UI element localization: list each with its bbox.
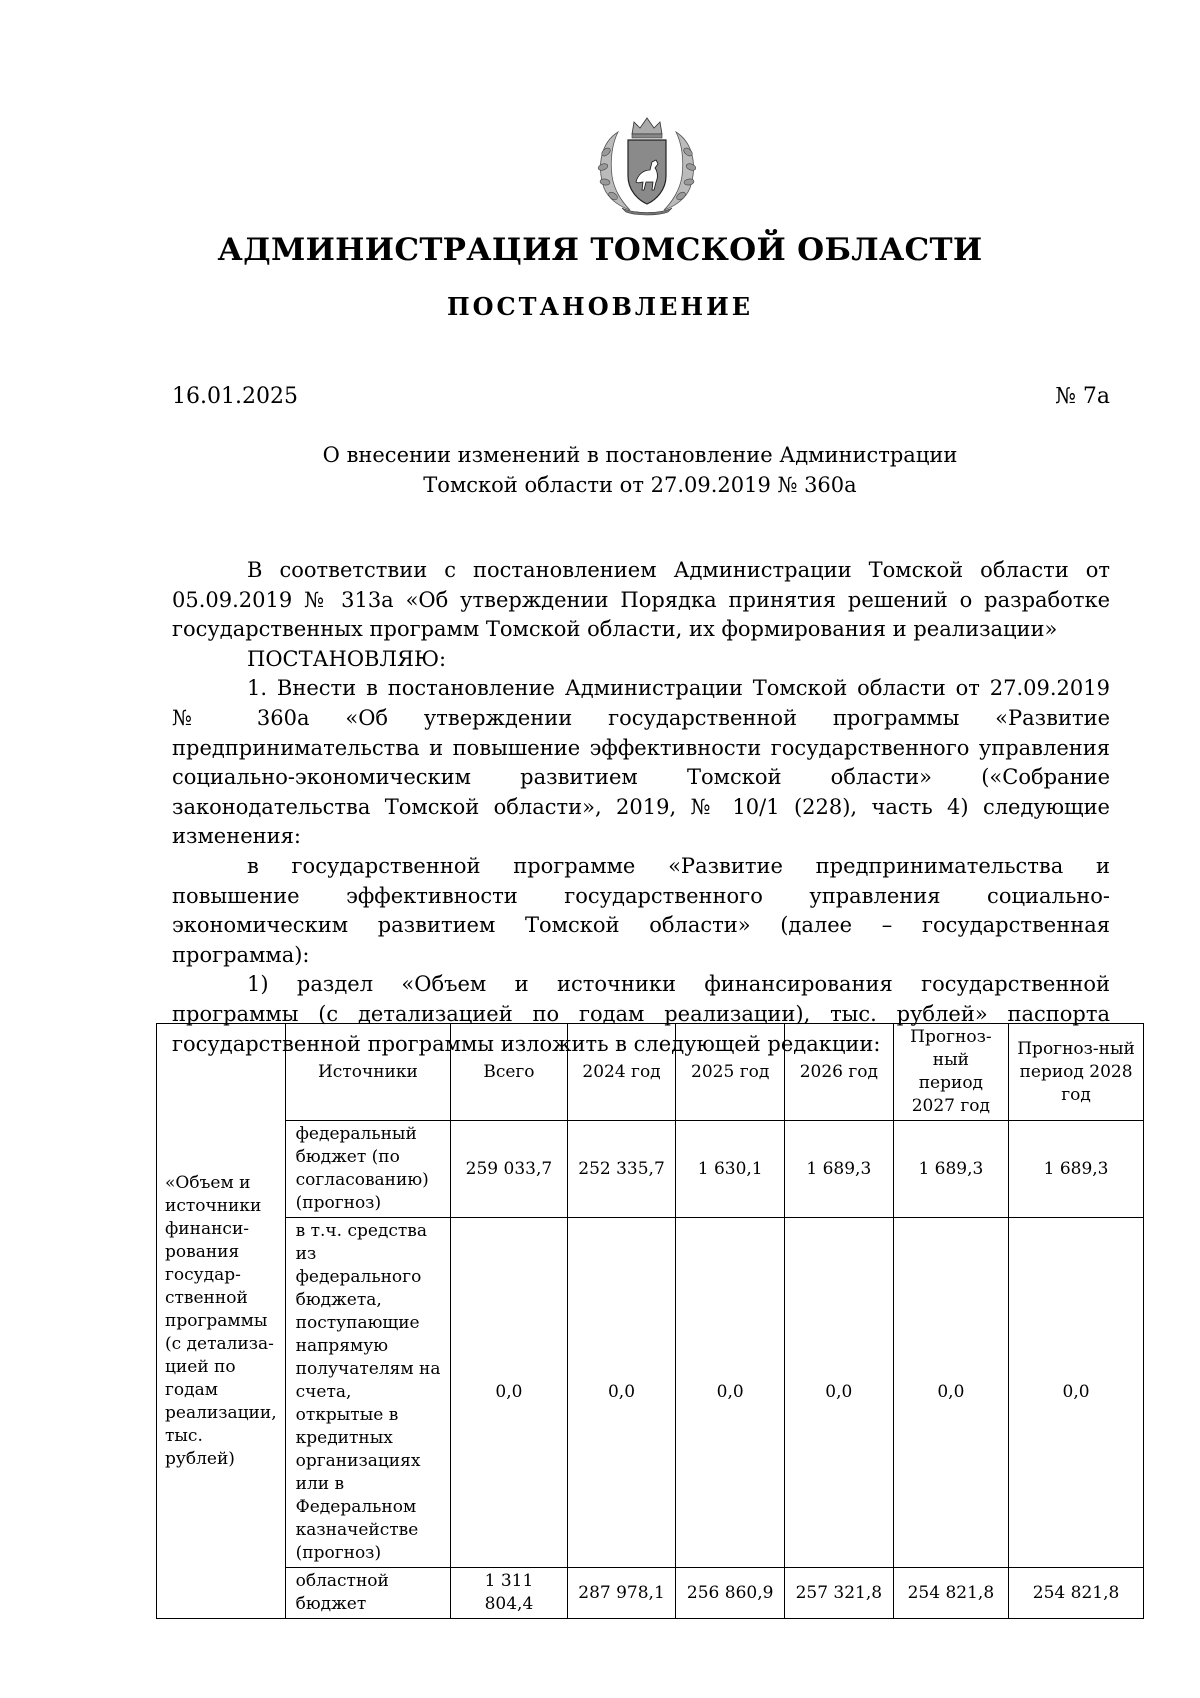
document-subject [300,440,980,500]
table-row [157,1568,1144,1619]
table-cell: 0,0 [785,1218,894,1568]
column-header: 2026 год [785,1024,894,1121]
financing-table [156,1023,1144,1619]
paragraph-subitem-1: 1) раздел «Объем и источники финансирования государственной программы (с детализацией по годам реализации), тыс. рублей» паспорта государственной программы изложить в следующей редакции: [172,972,1110,1056]
table-row-label: «Объем и источники финанси-рования государ-ственной программы (с детализа-цией по годам реализации, тыс. рублей) [157,1024,286,1619]
column-header: Источники [285,1024,451,1121]
table-cell: 254 821,8 [893,1568,1008,1619]
table-cell: 0,0 [893,1218,1008,1568]
table-cell: 252 335,7 [567,1121,676,1218]
table-source-cell: в т.ч. средства из федерального бюджета, поступающие напрямую получателям на счета, открытые в кредитных организациях или в Федеральном казначействе (прогноз) [285,1218,451,1568]
table-row [157,1121,1144,1218]
document-date: 16.01.2025 [172,384,298,409]
table-source-cell: федеральный бюджет (по согласованию) (прогноз) [285,1121,451,1218]
document-body [172,556,1110,1059]
subject-line-2: Томской области от 27.09.2019 № 360а [423,473,857,497]
organization-title: АДМИНИСТРАЦИЯ ТОМСКОЙ ОБЛАСТИ [217,232,983,268]
column-header: 2025 год [676,1024,785,1121]
subject-line-1: О внесении изменений в постановление Администрации [322,443,958,467]
paragraph-resolve: ПОСТАНОВЛЯЮ: [247,646,447,671]
table-source-cell: областной бюджет [285,1568,451,1619]
table-cell: 1 689,3 [1009,1121,1144,1218]
table-cell: 254 821,8 [1009,1568,1144,1619]
paragraph-item-1: 1. Внести в постановление Администрации Томской области от 27.09.2019 № 360а «Об утверждении государственной программы «Развитие предпринимательства и повышение эффективности государственного управления социально-экономическим развитием Томской области» («Собрание законодательства Томской области», 2019, № 10/1 (228), часть 4) следующие изменения: [172,676,1110,849]
document-number: № 7а [1055,384,1110,409]
table-cell: 1 689,3 [893,1121,1008,1218]
column-header: 2024 год [567,1024,676,1121]
table-cell: 256 860,9 [676,1568,785,1619]
paragraph-preamble: В соответствии с постановлением Администрации Томской области от 05.09.2019 № 313а «Об утверждении Порядка принятия решений о разработке государственных программ Томской области, их формирования и реализации» [172,558,1110,642]
table-cell: 1 630,1 [676,1121,785,1218]
column-header: Прогноз-ный период 2027 год [893,1024,1008,1121]
table-header-row [157,1024,1144,1121]
table-cell: 1 689,3 [785,1121,894,1218]
table-cell: 1 311 804,4 [451,1568,567,1619]
table-cell: 0,0 [567,1218,676,1568]
table-cell: 0,0 [451,1218,567,1568]
document-type: ПОСТАНОВЛЕНИЕ [446,292,754,321]
table-cell: 0,0 [676,1218,785,1568]
table-cell: 259 033,7 [451,1121,567,1218]
column-header: Прогноз-ный период 2028 год [1009,1024,1144,1121]
table-cell: 257 321,8 [785,1568,894,1619]
tomsk-region-coat-of-arms-icon [588,112,706,218]
paragraph-program: в государственной программе «Развитие предпринимательства и повышение эффективности государственного управления социально-экономическим развитием Томской области» (далее – государственная программа): [172,853,1110,967]
table-cell: 0,0 [1009,1218,1144,1568]
table-cell: 287 978,1 [567,1568,676,1619]
table-row [157,1218,1144,1568]
column-header: Всего [451,1024,567,1121]
